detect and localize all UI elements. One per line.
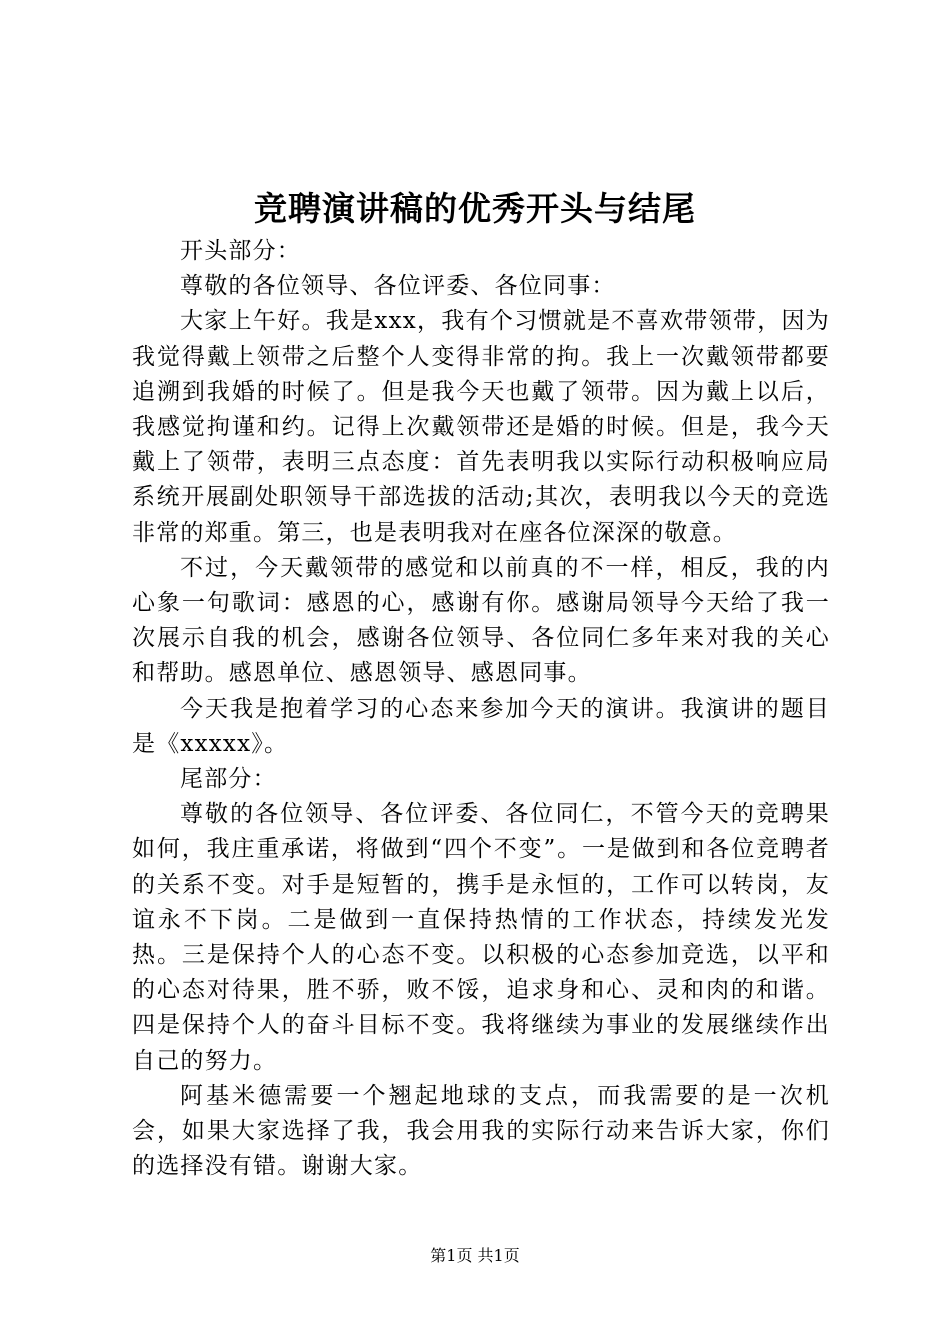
- body-paragraph: 今天我是抱着学习的心态来参加今天的演讲。我演讲的题目是《xxxxx》。: [132, 695, 830, 757]
- document-body: [132, 234, 830, 1184]
- salutation-paragraph: 尊敬的各位领导、各位评委、各位同事：: [180, 273, 616, 300]
- document-title: 竞聘演讲稿的优秀开头与结尾: [254, 189, 696, 228]
- body-paragraph: 尊敬的各位领导、各位评委、各位同仁，不管今天的竞聘果如何，我庄重承诺，将做到“四个不变”。一是做到和各位竞聘者的关系不变。对手是短暂的，携手是永恒的，工作可以转岗，友谊永不下岗。二是做到一直保持热情的工作状态，持续发光发热。三是保持个人的心态不变。以积极的心态参加竞选，以平和的心态对待果，胜不骄，败不馁，追求身和心、灵和肉的和谐。四是保持个人的奋斗目标不变。我将继续为事业的发展继续作出自己的努力。: [132, 801, 830, 1074]
- body-paragraph: 大家上午好。我是xxx，我有个习惯就是不喜欢带领带，因为我觉得戴上领带之后整个人变得非常的拘。我上一次戴领带都要追溯到我婚的时候了。但是我今天也戴了领带。因为戴上以后，我感觉拘谨和约。记得上次戴领带还是婚的时候。但是，我今天戴上了领带，表明三点态度：首先表明我以实际行动积极响应局系统开展副处职领导干部选拔的活动;其次，表明我以今天的竞选非常的郑重。第三，也是表明我对在座各位深深的敬意。: [132, 308, 830, 546]
- body-paragraph: 阿基米德需要一个翘起地球的支点，而我需要的是一次机会，如果大家选择了我，我会用我的实际行动来告诉大家，你们的选择没有错。谢谢大家。: [132, 1082, 830, 1180]
- page-number-footer: 第1页 共1页: [430, 1246, 520, 1265]
- body-paragraph: 不过，今天戴领带的感觉和以前真的不一样，相反，我的内心象一句歌词：感恩的心，感谢有你。感谢局领导今天给了我一次展示自我的机会，感谢各位领导、各位同仁多年来对我的关心和帮助。感恩单位、感恩领导、感恩同事。: [132, 554, 830, 687]
- section-heading-opening: 开头部分：: [180, 238, 301, 264]
- section-heading-ending: 尾部分：: [180, 766, 277, 793]
